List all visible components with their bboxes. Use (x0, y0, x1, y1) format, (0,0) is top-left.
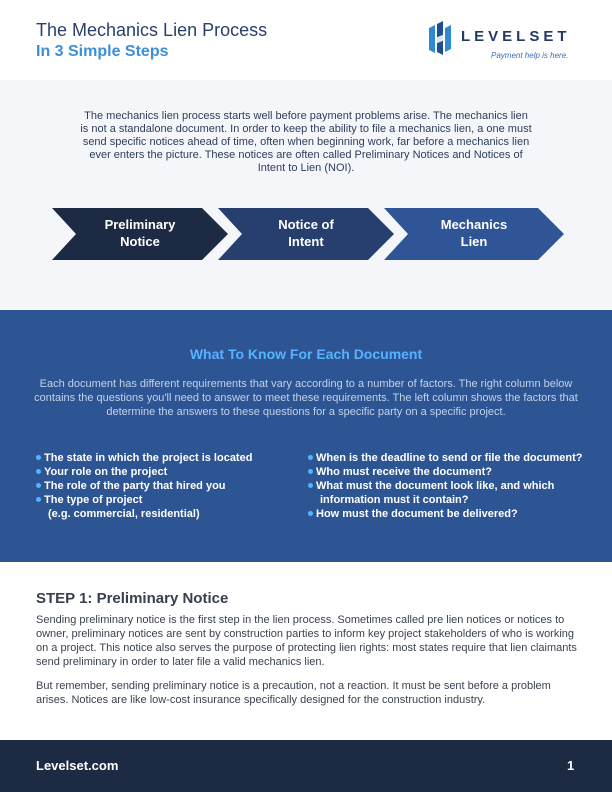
page-title: The Mechanics Lien Process (36, 20, 268, 40)
step-notice-of-intent (218, 208, 394, 260)
step1-paragraph-2: But remember, sending preliminary notice is a precaution, not a reaction. It must be sent before a problem arises. Notices are like low-cost insurance specifically designed for the construction industry. (36, 680, 551, 706)
step-label-line1: Notice of (278, 217, 334, 232)
logo-tagline: Payment help is here. (491, 51, 569, 60)
bullet-dot-icon (308, 511, 313, 516)
levelset-logo[interactable] (427, 18, 577, 64)
step-label-line1: Mechanics (440, 217, 508, 232)
bullet-dot-icon (308, 483, 313, 488)
bullet-dot-icon (308, 469, 313, 474)
step-label (238, 216, 374, 250)
step-label-line2: Notice (120, 234, 160, 249)
list-item-subtext: (e.g. commercial, residential) (48, 508, 200, 520)
intro-paragraph: The mechanics lien process starts well before payment problems arise. The mechanics lien is not a standalone document. In order to keep the ability to file a mechanics lien, a one must send specific notices ahead of time, often when beginning work, far before a mechanics lien ever enters the picture. These notices are often called Preliminary Notices and Notices of Intent to Lien (NOI). (80, 110, 532, 174)
section-description: Each document has different requirements that vary according to a number of factors. The right column below contains the questions you'll need to answer to meet these requirements. The left column shows the factors that determine the answers to these questions for a specific party on a specific project. (34, 378, 578, 418)
page-number: 1 (567, 758, 575, 773)
section-heading: What To Know For Each Document (189, 346, 423, 362)
list-item-subtext: information must it contain? (320, 494, 469, 506)
step1-heading: STEP 1: Preliminary Notice (36, 590, 229, 607)
levelset-logo-icon (427, 20, 455, 56)
bullet-dot-icon (308, 455, 313, 460)
step-label (72, 216, 208, 250)
step-mechanics-lien (384, 208, 564, 260)
step-label-line1: Preliminary (104, 217, 176, 232)
bullet-dot-icon (36, 455, 41, 460)
step1-paragraph-1: Sending preliminary notice is the first step in the lien process. Sometimes called pre lien notices or notices to owner, preliminary notices are sent by construction parties to inform key project stakeholders of who is working on a project. This notice also serves the purpose of protecting lien rights: most states require that lien claimants send preliminary in order to later file a valid mechanics lien. (36, 614, 577, 668)
bullet-dot-icon (36, 483, 41, 488)
step-label-line2: Intent (288, 234, 324, 249)
bullet-dot-icon (36, 469, 41, 474)
step-label (404, 216, 544, 250)
step-label-line2: Lien (460, 234, 488, 249)
intro-section (0, 80, 612, 310)
step-preliminary-notice (52, 208, 228, 260)
process-steps (52, 208, 564, 260)
page-subtitle: In 3 Simple Steps (36, 43, 169, 60)
page-footer (0, 740, 612, 792)
footer-site-link[interactable]: Levelset.com (36, 758, 119, 773)
bullet-dot-icon (36, 497, 41, 502)
what-to-know-section: What To Know For Each Document Each document has different requirements that vary according to a number of factors. The right column below contains the questions you'll need to answer to meet these requirements. The left column shows the factors that determine the answers to these questions for a specific party on a specific project. The state in which the project is located Your role on the project The role of the party that hired you The type of project (e.g. commercial, residential) When is the deadline to send or file the document? Who must receive the document? What must the document look like, and which information must it contain? How must the document be delivered? (0, 310, 612, 562)
page-header (0, 0, 612, 80)
logo-wordmark: LEVELSET (461, 28, 571, 45)
